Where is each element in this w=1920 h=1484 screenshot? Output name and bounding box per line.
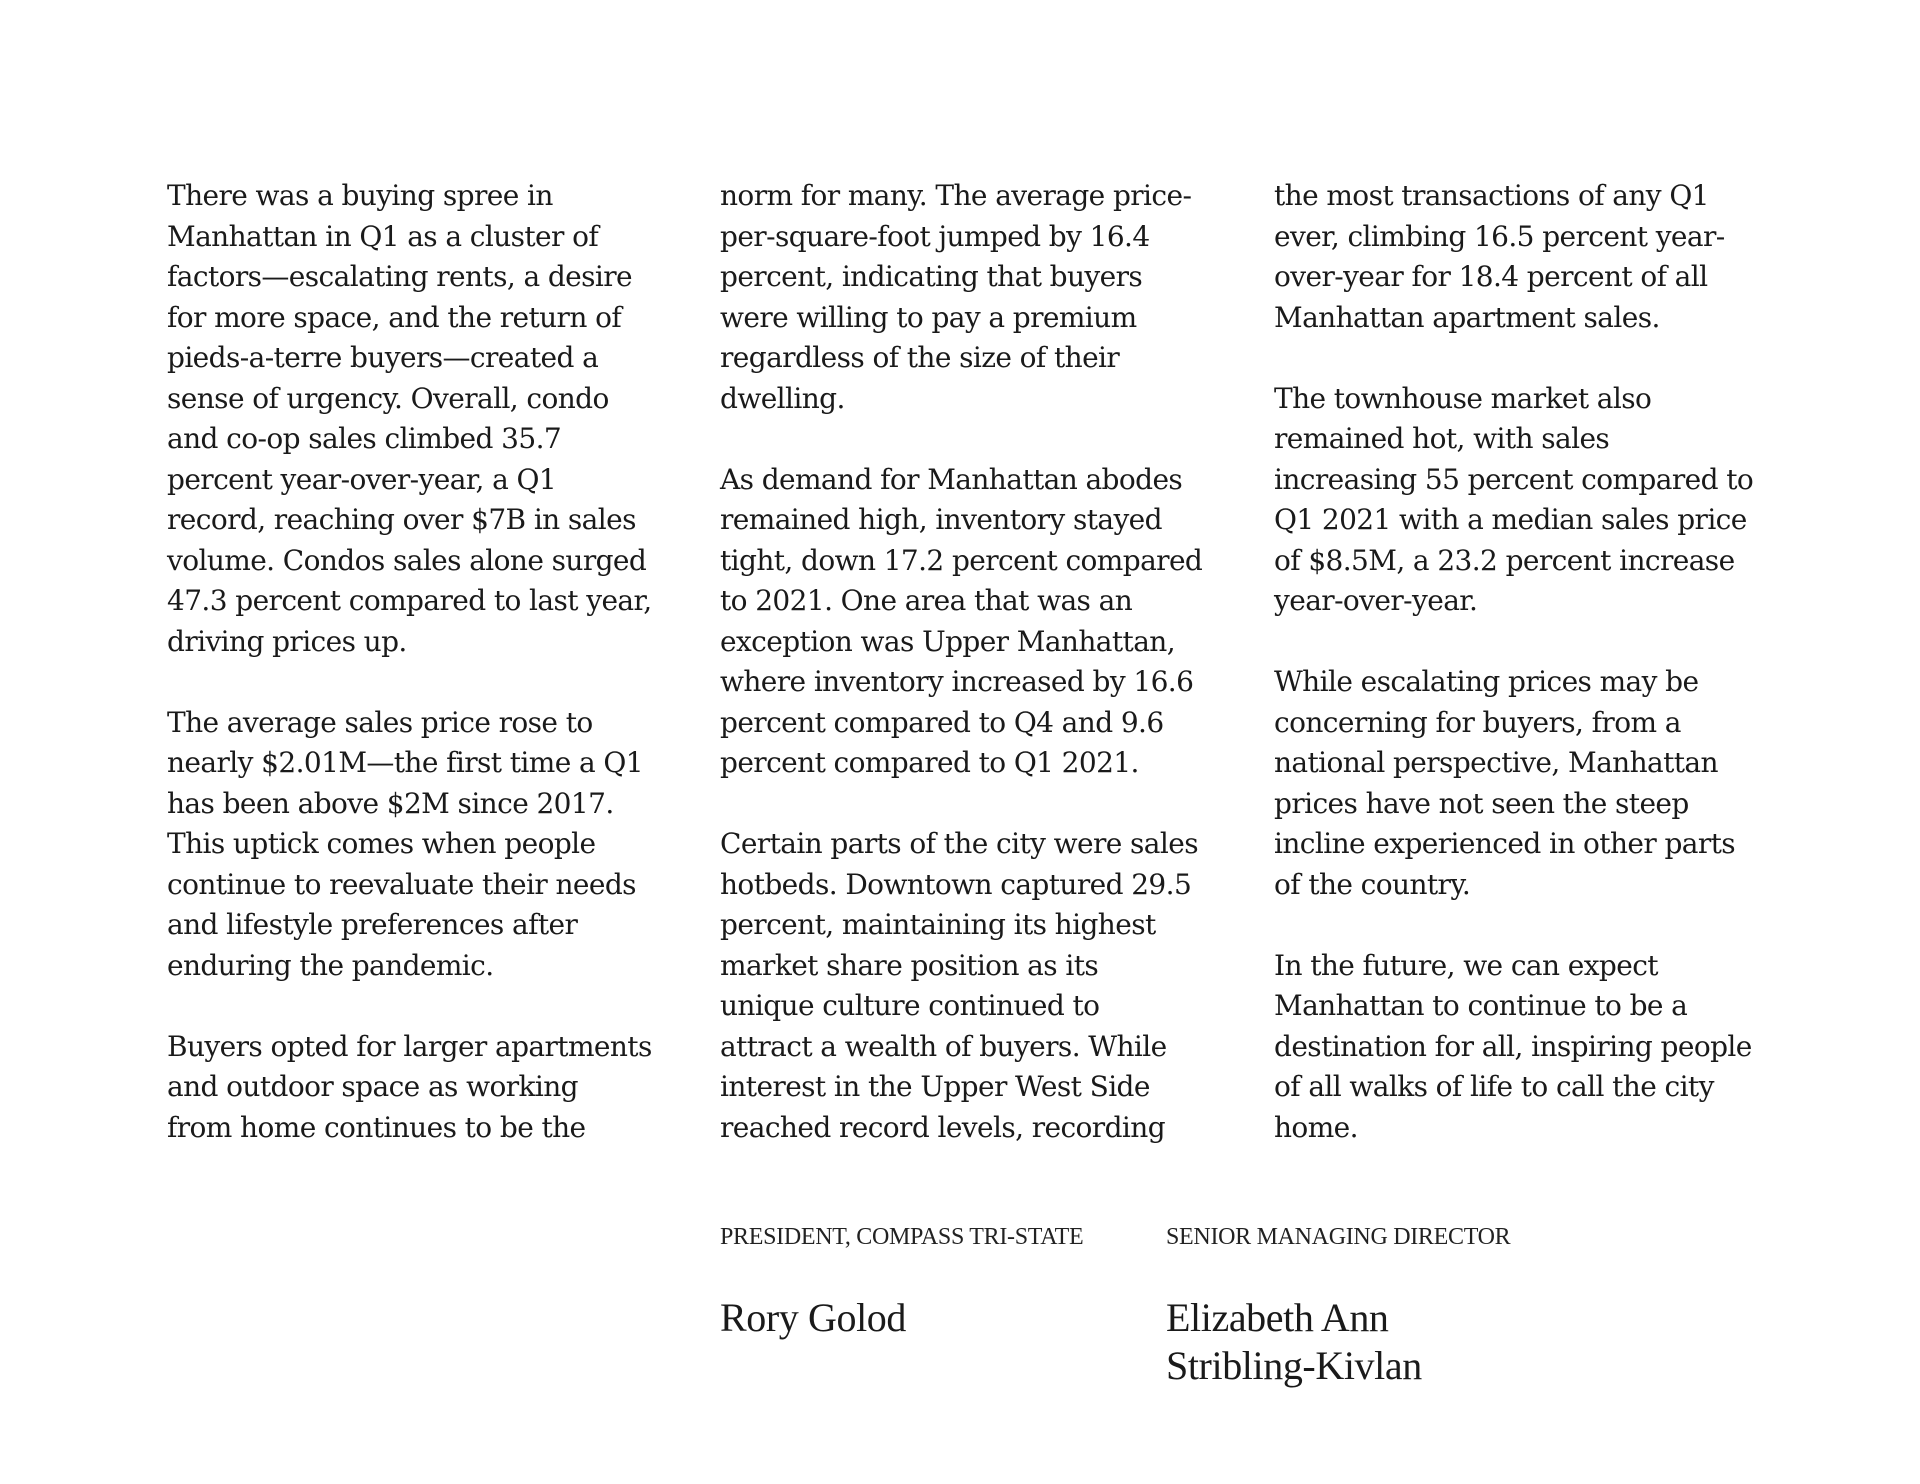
paragraph: The average sales price rose to nearly $2.01M—the first time a Q1 has been above $2M since 2017. This uptick comes when people continue to reevaluate their needs and lifestyle preferences after enduring the pandemic.	[167, 705, 643, 982]
text-column-1	[167, 176, 667, 1189]
paragraph: As demand for Manhattan abodes remained high, inventory stayed tight, down 17.2 percent compared to 2021. One area that was an exception was Upper Manhattan, where inventory increased by 16.6 percent compared to Q4 and 9.6 percent compared to Q1 2021.	[720, 462, 1203, 779]
paragraph: In the future, we can expect Manhattan to continue to be a destination for all, inspiring people of all walks of life to call the city home.	[1274, 948, 1752, 1144]
signature-block-senior-managing-director	[1166, 1222, 1626, 1390]
paragraph: norm for many. The average price- per-square-foot jumped by 16.4 percent, indicating that buyers were willing to pay a premium regardless of the size of their dwelling.	[720, 179, 1192, 415]
text-column-3	[1274, 176, 1774, 1189]
paragraph: Buyers opted for larger apartments and outdoor space as working from home continues to be the	[167, 1029, 652, 1144]
signature-block-president	[720, 1222, 1140, 1342]
text-column-2	[720, 176, 1220, 1189]
paragraph: the most transactions of any Q1 ever, climbing 16.5 percent year- over-year for 18.4 percent of all Manhattan apartment sales.	[1274, 179, 1725, 334]
signature-title: PRESIDENT, COMPASS TRI-STATE	[720, 1224, 1084, 1250]
paragraph: While escalating prices may be concerning for buyers, from a national perspective, Manhattan prices have not seen the steep incline experienced in other parts of the country.	[1274, 665, 1736, 901]
paragraph: There was a buying spree in Manhattan in Q1 as a cluster of factors—escalating rents, a desire for more space, and the return of pieds-a-terre buyers—created a sense of urgency. Overall, condo and co-op sales climbed 35.7 percent year-over-year, a Q1 record, reaching over $7B in sales volume. Condos sales alone surged 47.3 percent compared to last year, driving prices up.	[167, 179, 652, 658]
paragraph: Certain parts of the city were sales hotbeds. Downtown captured 29.5 percent, maintaining its highest market share position as its unique culture continued to attract a wealth of buyers. While interest in the Upper West Side reached record levels, recording	[720, 827, 1198, 1144]
signature-name: Elizabeth Ann Stribling-Kivlan	[1166, 1295, 1422, 1388]
signature-name: Rory Golod	[720, 1295, 907, 1340]
signature-title: SENIOR MANAGING DIRECTOR	[1166, 1224, 1511, 1250]
paragraph: The townhouse market also remained hot, with sales increasing 55 percent compared to Q1 2021 with a median sales price of $8.5M, a 23.2 percent increase year-over-year.	[1274, 381, 1754, 617]
